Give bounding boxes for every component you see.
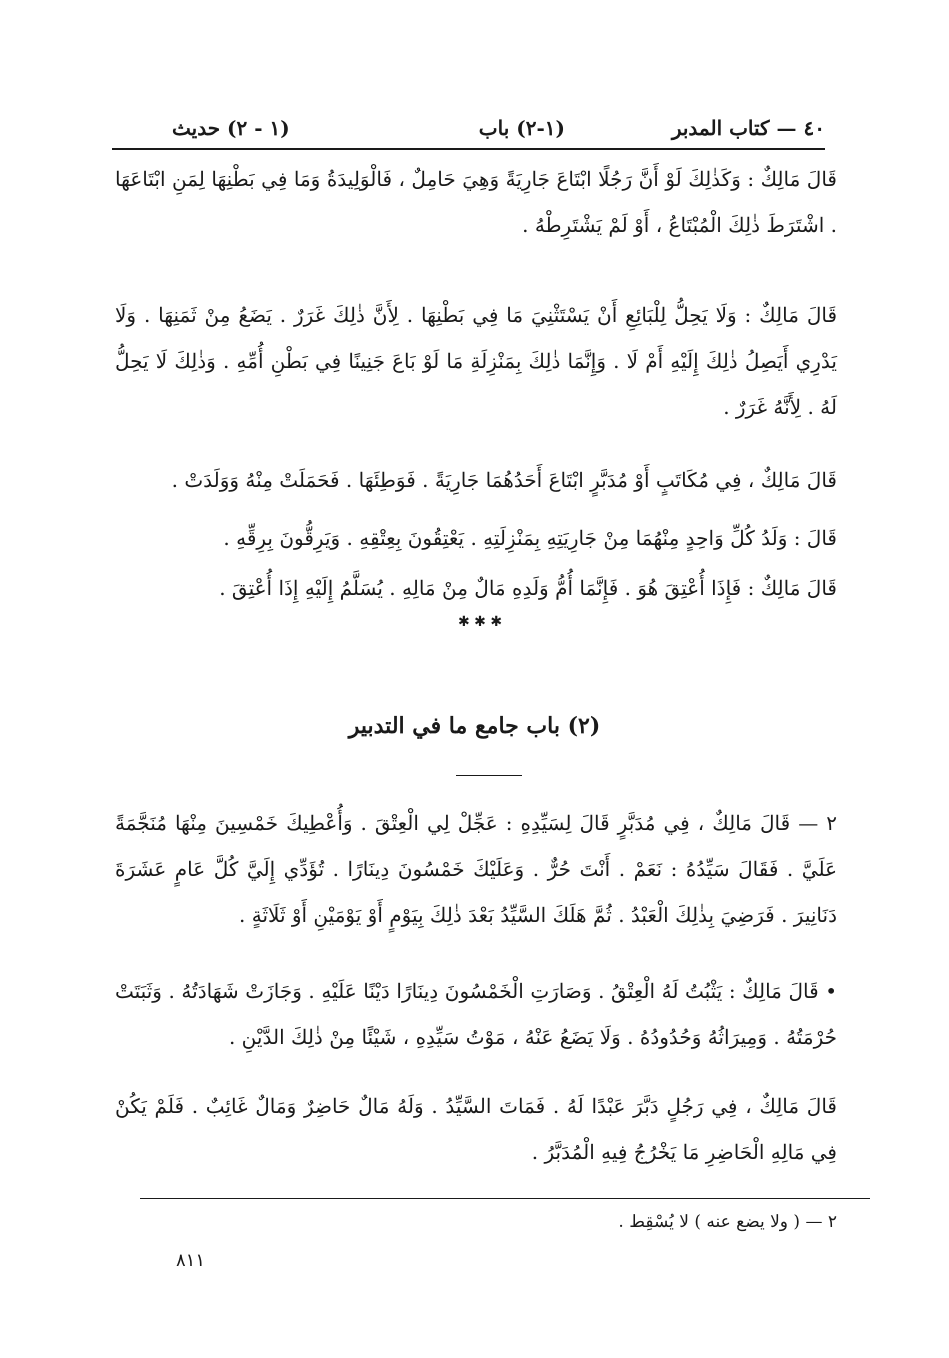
header-divider: [112, 148, 825, 150]
footnote-divider: [140, 1198, 870, 1199]
chapter-title: (٢) باب جامع ما في التدبير: [348, 713, 601, 739]
paragraph-5: قَالَ مَالِكٌ : فَإِذَا أُعْتِقَ هُوَ . فَإِنَّمَا أُمُّ وَلَدِهِ مَالٌ مِنْ مَالِهِ . يُسَلَّمُ إِلَيْهِ إِذَا أُعْتِقَ .: [219, 576, 837, 600]
running-header: [112, 108, 825, 148]
paragraph-1: قَالَ مَالِكٌ : وَكَذٰلِكَ لَوْ أَنَّ رَجُلًا ابْتَاعَ جَارِيَةً وَهِيَ حَامِلٌ ، فَالْوَلِيدَةُ وَمَا فِي بَطْنِهَا لِمَنِ ابْتَاعَهَا . اشْتَرَطَ ذٰلِكَ الْمُبْتَاعُ ، أَوْ لَمْ يَشْتَرِطْهُ .: [115, 167, 837, 237]
paragraph-4: قَالَ : وَلَدُ كُلِّ وَاحِدٍ مِنْهُمَا مِنْ جَارِيَتِهِ بِمَنْزِلَتِهِ . يَعْتِقُونَ بِعِتْقِهِ . وَيَرِقُّونَ بِرِقِّهِ .: [223, 526, 837, 550]
header-book-title: ٤٠ — كتاب المدبر: [671, 116, 825, 140]
paragraph-3: قَالَ مَالِكٌ ، فِي مُكَاتَبٍ أَوْ مُدَبَّرٍ ابْتَاعَ أَحَدُهُمَا جَارِيَةً . فَوَطِئَهَا . فَحَمَلَتْ مِنْهُ وَوَلَدَتْ .: [171, 468, 837, 492]
paragraph-7: • قَالَ مَالِكٌ : يَثْبُتُ لَهُ الْعِتْقُ . وَصَارَتِ الْخَمْسُونَ دِينَارًا دَيْنًا عَلَيْهِ . وَجَازَتْ شَهَادَتُهُ . وَثَبَتَتْ حُرْمَتُهُ . وَمِيرَاثُهُ وَحُدُودُهُ . وَلَا يَضَعُ عَنْهُ ، مَوْتُ سَيِّدِهِ ، شَيْئًا مِنْ ذٰلِكَ الدَّيْنِ .: [115, 979, 837, 1049]
header-chapter-ref: (١-٢) باب: [478, 116, 565, 140]
paragraph-8: قَالَ مَالِكٌ ، فِي رَجُلٍ دَبَّرَ عَبْدًا لَهُ . فَمَاتَ السَّيِّدُ . وَلَهُ مَالٌ حَاضِرٌ وَمَالٌ غَائِبٌ . فَلَمْ يَكُنْ فِي مَالِهِ الْحَاضِرِ مَا يَخْرُجُ فِيهِ الْمُدَبَّرُ .: [115, 1094, 837, 1164]
paragraph-2: قَالَ مَالِكٌ : وَلَا يَحِلُّ لِلْبَائِعِ أَنْ يَسْتَثْنِيَ مَا فِي بَطْنِهَا . لِأَنَّ ذٰلِكَ غَرَرٌ . يَضَعُ مِنْ ثَمَنِهَا . وَلَا يَدْرِي أَيَصِلُ ذٰلِكَ إِلَيْهِ أَمْ لَا . وَإِنَّمَا ذٰلِكَ بِمَنْزِلَةِ مَا لَوْ بَاعَ جَنِينًا فِي بَطْنِ أُمِّهِ . وَذٰلِكَ لَا يَحِلُّ لَهُ . لِأَنَّهُ غَرَرٌ .: [115, 303, 837, 419]
page-number: ٨١١: [176, 1250, 206, 1271]
paragraph-6: ٢ — قَالَ مَالِكٌ ، فِي مُدَبَّرٍ قَالَ لِسَيِّدِهِ : عَجِّلْ لِي الْعِتْقَ . وَأُعْطِيكَ خَمْسِينَ مِنْهَا مُنَجَّمَةً عَلَيَّ . فَقَالَ سَيِّدُهُ : نَعَمْ . أَنْتَ حُرٌّ . وَعَلَيْكَ خَمْسُونَ دِينَارًا . تُؤَدِّي إِلَيَّ كُلَّ عَامٍ عَشَرَةَ دَنَانِيرَ . فَرَضِيَ بِذٰلِكَ الْعَبْدُ . ثُمَّ هَلَكَ السَّيِّدُ بَعْدَ ذٰلِكَ بِيَوْمٍ أَوْ يَوْمَيْنِ أَوْ ثَلَاثَةٍ .: [115, 811, 837, 927]
section-separator-stars: ✱ ✱ ✱: [457, 614, 503, 630]
chapter-title-underline: [456, 775, 522, 776]
footnote: ٢ — ( ولا يضع عنه ) لا يُسْقِط .: [618, 1212, 837, 1232]
header-hadith-ref: (١ - ٢) حديث: [172, 116, 290, 140]
